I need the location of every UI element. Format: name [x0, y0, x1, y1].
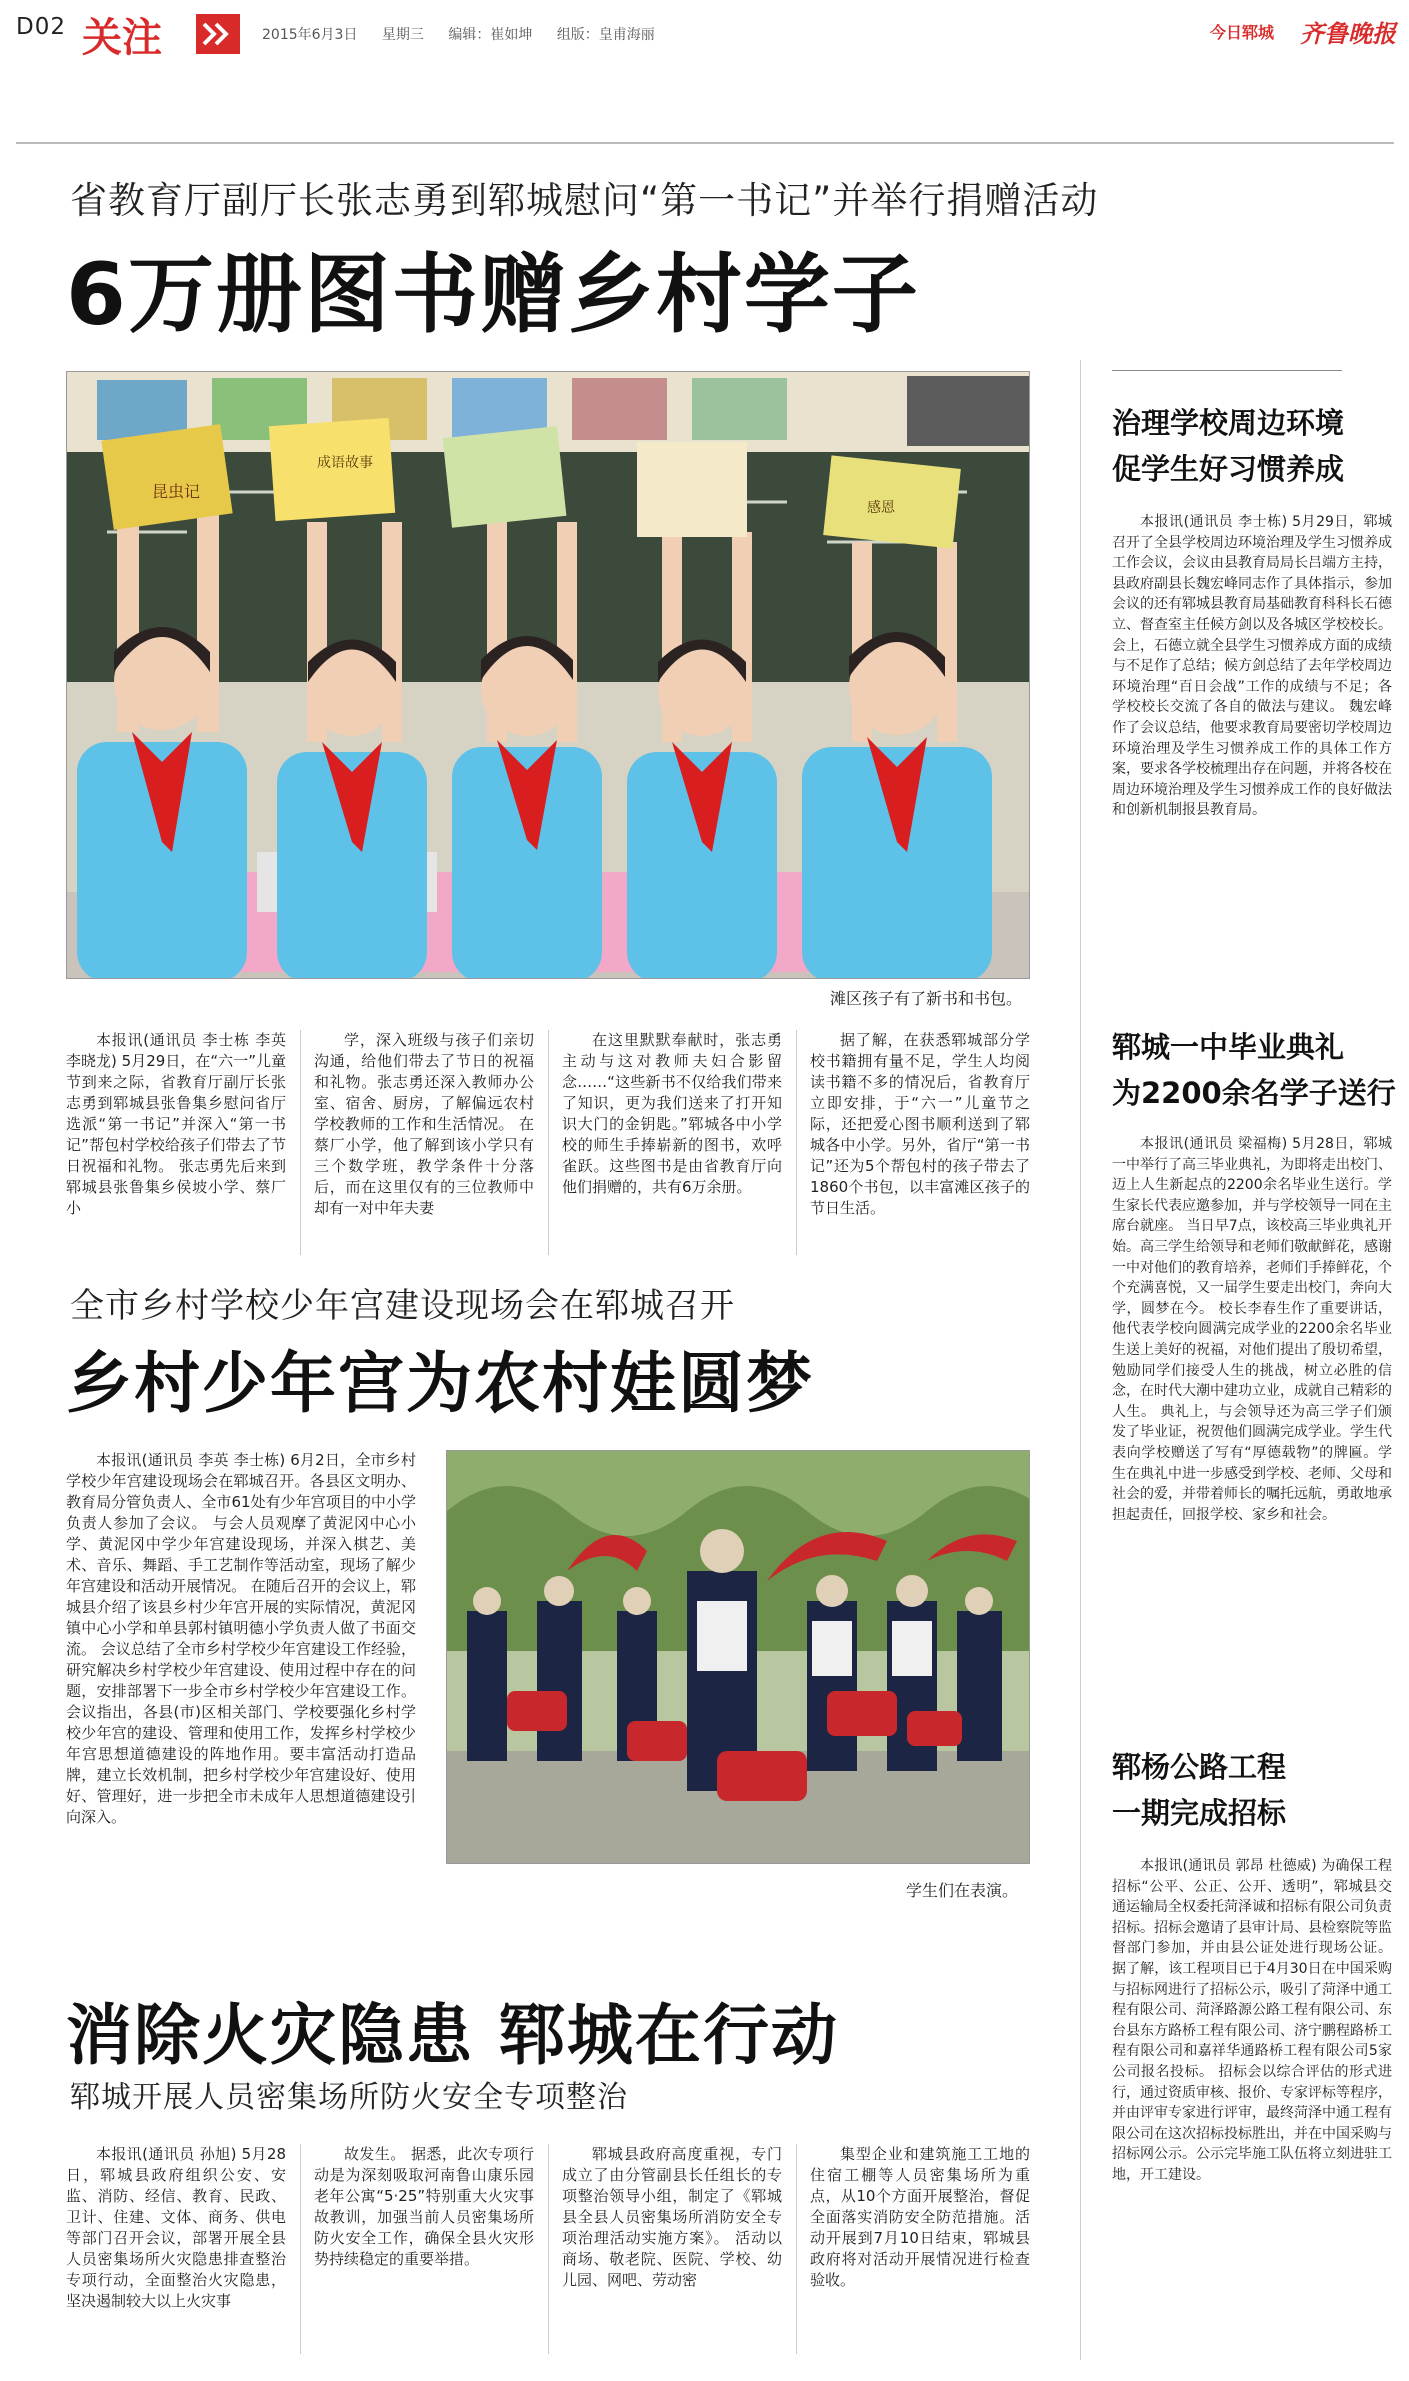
rail-story2-title: 郓城一中毕业典礼 为2200余名学子送行: [1112, 1030, 1396, 1110]
page-number: D02: [16, 14, 66, 40]
rail-story3-body: 本报讯(通讯员 郭昂 杜德威) 为确保工程招标“公平、公正、公开、透明”，郓城县交通运输局全权委托菏泽诚和招标有限公司负责招标。招标会邀请了县审计局、县检察院等监督部门参加，并由县公证处进行现场公证。 据了解，该工程项目已于4月30日在中国采购与招标网进行了招标公示，吸引了菏泽中通工程有限公司、菏泽路源公路工程有限公司、东台县东方路桥工程有限公司、济宁鹏程路桥工程有限公司和嘉祥华通路桥工程有限公司5家公司报名投标。 招标会以综合评估的形式进行，通过资质审核、报价、专家评标等程序，并由评审专家进行评审，最终菏泽中通工程有限公司在这次招标投标胜出，并在中国采购与招标网公示。公示完毕施工队伍将立刻进驻工地，开工建设。: [1112, 1858, 1392, 2183]
story1-column-2: 学，深入班级与孩子们亲切沟通，给他们带去了节日的祝福和礼物。张志勇还深入教师办公室、宿舍、厨房，了解偏远农村学校教师的工作和生活情况。 在蔡厂小学，他了解到该小学只有三个数学班，教学条件十分落后，而在这里仅有的三位教师中却有一对中年夫妻: [314, 1031, 534, 1217]
issue-weekday: 星期三: [381, 27, 424, 43]
story1-photo-caption: 滩区孩子有了新书和书包。: [830, 989, 1023, 1008]
column-divider: [796, 1030, 797, 1255]
rail-story1-body: 本报讯(通讯员 李士栋) 5月29日，郓城召开了全县学校周边环境治理及学生习惯养成工作会议，会议由县教育局局长吕端方主持，县政府副县长魏宏峰同志作了具体指示，参加会议的还有郓城县教育局基础教育科科长石德立、督查室主任候方剑以及各城区学校校长。 会上，石德立就全县学生习惯养成方面的成绩与不足作了总结；候方剑总结了去年学校周边环境治理“百日会战”工作的成绩与不足；各学校校长交流了各自的做法与建议。 魏宏峰作了会议总结，他要求教育局要密切学校周边环境治理及学生习惯养成工作的具体工作方案，要求各学校梳理出存在问题，并将各校在周边环境治理及学生习惯养成工作的良好做法和创新机制报县教育局。: [1112, 514, 1392, 819]
double-chevron-icon: [196, 14, 240, 54]
column-name: 今日郓城: [1210, 23, 1275, 42]
story3-headline: 消除火灾隐患 郓城在行动: [66, 1997, 839, 2074]
issue-date: 2015年6月3日: [262, 27, 358, 43]
story3-column-2: 故发生。 据悉，此次专项行动是为深刻吸取河南鲁山康乐园老年公寓“5·25”特别重大火灾事故教训，加强当前人员密集场所防火安全工作，确保全县火灾形势持续稳定的重要举措。: [314, 2145, 534, 2268]
story2-photo: [446, 1450, 1030, 1864]
column-divider: [796, 2144, 797, 2354]
story3-column-3: 郓城县政府高度重视，专门成立了由分管副县长任组长的专项整治领导小组，制定了《郓城县全县人员密集场所消防安全专项治理活动实施方案》。 活动以商场、敬老院、医院、学校、幼儿园、网吧、劳动密: [562, 2145, 782, 2289]
story1-column-4: 据了解，在获悉郓城部分学校书籍拥有量不足，学生人均阅读书籍不多的情况后，省教育厅立即安排，于“六一”儿童节之际，还把爱心图书顺利送到了郓城各中小学。另外，省厅“第一书记”还为5个帮包村的孩子带去了1860个书包，以丰富滩区孩子的节日生活。: [810, 1031, 1030, 1217]
issue-meta: [262, 24, 675, 44]
section-title: 关注: [82, 15, 162, 61]
page-header: [0, 0, 1409, 78]
column-divider: [548, 1030, 549, 1255]
story2-kicker: 全市乡村学校少年宫建设现场会在郓城召开: [70, 1286, 735, 1326]
book-title-1: 昆虫记: [152, 482, 201, 501]
story3-subhead: 郓城开展人员密集场所防火安全专项整治: [70, 2080, 628, 2115]
issue-editor: 编辑：崔如坤: [448, 27, 533, 43]
rail-story1-title: 治理学校周边环境 促学生好习惯养成: [1112, 406, 1345, 486]
story1-headline: 6万册图书赠乡村学子: [66, 245, 920, 345]
story2-body: 本报讯(通讯员 李英 李士栋) 6月2日，全市乡村学校少年宫建设现场会在郓城召开。各县区文明办、教育局分管负责人、全市61处有少年宫项目的中小学负责人参加了会议。 与会人员观摩了黄泥冈中心小学、黄泥冈中学少年宫建设现场，并深入棋艺、美术、音乐、舞蹈、手工艺制作等活动室，现场了解少年宫建设和活动开展情况。 在随后召开的会议上，郓城县介绍了该县乡村少年宫开展的实际情况，黄泥冈镇中心小学和单县郭村镇明德小学负责人做了书面交流。 会议总结了全市乡村学校少年宫建设工作经验，研究解决乡村学校少年宫建设、使用过程中存在的问题，安排部署下一步全市乡村学校少年宫建设工作。 会议指出，各县(市)区相关部门、学校要强化乡村学校少年宫的建设、管理和使用工作，发挥乡村学校少年宫思想道德建设的阵地作用。要丰富活动打造品牌，建立长效机制，把乡村学校少年宫建设好、使用好、管理好，进一步把全市未成年人思想道德建设引向深入。: [66, 1451, 416, 1826]
column-divider: [300, 2144, 301, 2354]
story2-photo-caption: 学生们在表演。: [906, 1881, 1019, 1900]
story2-headline: 乡村少年宫为农村娃圆梦: [66, 1345, 814, 1422]
rail-divider: [1080, 360, 1081, 2360]
story3-column-4: 集型企业和建筑施工工地的住宿工棚等人员密集场所为重点，从10个方面开展整治，督促全面落实消防安全防范措施。活动开展到7月10日结束，郓城县政府将对活动开展情况进行检查验收。: [810, 2145, 1030, 2289]
story1-kicker: 省教育厅副厅长张志勇到郓城慰问“第一书记”并举行捐赠活动: [70, 179, 1099, 222]
book-title-2: 成语故事: [317, 455, 373, 471]
column-divider: [300, 1030, 301, 1255]
rail-top-rule: [1112, 370, 1342, 371]
book-title-3: 感恩: [867, 500, 895, 516]
rail-story2-body: 本报讯(通讯员 梁福梅) 5月28日，郓城一中举行了高三毕业典礼，为即将走出校门、迈上人生新起点的2200余名毕业生送行。学生家长代表应邀参加，并与学校领导一同在主席台就座。 当日早7点，该校高三毕业典礼开始。高三学生给领导和老师们敬献鲜花，感谢一中对他们的教育培养，老师们手捧鲜花，个个充满喜悦，又一届学生要走出校门，奔向大学，圆梦在今。 校长李春生作了重要讲话，他代表学校向圆满完成学业的2200余名毕业生送上美好的祝福，对他们提出了殷切希望，勉励同学们接受人生的挑战，树立必胜的信念，在时代大潮中建功立业，成就自己精彩的人生。 典礼上，与会领导还为高三学子们颁发了毕业证，祝贺他们圆满完成学业。学生代表向学校赠送了写有“厚德载物”的牌匾。学生在典礼中进一步感受到学校、老师、父母和社会的爱，并带着师长的嘱托远航，勇敢地承担起责任，回报学校、家乡和社会。: [1112, 1136, 1392, 1523]
story1-column-1: 本报讯(通讯员 李士栋 李英 李晓龙) 5月29日，在“六一”儿童节到来之际，省教育厅副厅长张志勇到郓城县张鲁集乡慰问省厅选派“第一书记”并深入“第一书记”帮包村学校给孩子们带去了节日祝福和礼物。 张志勇先后来到郓城县张鲁集乡侯坡小学、蔡厂小: [66, 1031, 286, 1217]
issue-layout: 组版：皇甫海丽: [556, 27, 655, 43]
header-divider: [16, 142, 1394, 144]
story1-column-3: 在这里默默奉献时，张志勇主动与这对教师夫妇合影留念……“这些新书不仅给我们带来了知识，更为我们送来了打开知识大门的金钥匙。”郓城各中小学校的师生手捧崭新的图书，欢呼雀跃。这些图书是由省教育厅向他们捐赠的，共有6万余册。: [562, 1031, 782, 1196]
story3-column-1: 本报讯(通讯员 孙旭) 5月28日，郓城县政府组织公安、安监、消防、经信、教育、民政、卫计、住建、文体、商务、供电等部门召开会议，部署开展全县人员密集场所火灾隐患排查整治专项行动，全面整治火灾隐患，坚决遏制较大以上火灾事: [66, 2145, 286, 2310]
story1-photo: [66, 371, 1030, 979]
column-divider: [548, 2144, 549, 2354]
newspaper-logo: 齐鲁晚报: [1300, 19, 1396, 48]
rail-story3-title: 郓杨公路工程 一期完成招标: [1112, 1750, 1287, 1830]
